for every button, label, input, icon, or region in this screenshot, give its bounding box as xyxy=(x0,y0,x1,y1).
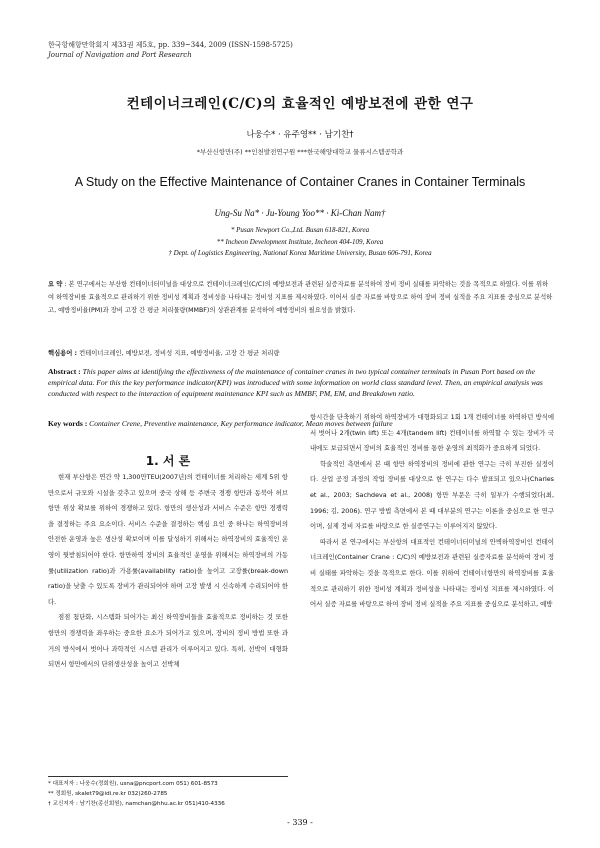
keywords-en-text: Container Crene, Preventive maintenance, Key performance indicator, Mean moves between failure xyxy=(89,419,393,428)
keywords-ko xyxy=(48,347,554,360)
body-column-left xyxy=(48,470,288,673)
body-paragraph: 점점 첨단화, 시스템화 되어가는 최신 하역장비들을 효율적으로 정비하는 것 또한 항만의 경쟁력을 좌우하는 중요한 요소가 되어가고 있으며, 장비의 정비 방법 또한 과거의 방식에서 벗어나 과학적인 시스템 관리가 이루어지고 있다. 특히, 선박이 대형화 되면서 항만에서의 단위생산성을 높이고 선박체 xyxy=(48,613,288,669)
abstract-en-label: Abstract : xyxy=(48,367,81,376)
abstract-ko xyxy=(48,278,554,317)
affiliations-en xyxy=(0,225,600,260)
journal-name-en: Journal of Navigation and Port Research xyxy=(48,51,192,59)
authors-en: Ung-Su Na* · Ju-Young Yoo** · Ki-Chan Nam† xyxy=(214,208,386,218)
body-paragraph: 현재 부산항은 연간 약 1,300만TEU(2007년)의 컨테이너를 처리하는 세계 5위 항만으로서 규모와 시설을 갖추고 있으며 중국 상해 등 주변국 경쟁 항만과 동북아 허브 항만 위상 확보를 위하여 경쟁하고 있다. 항만의 생산성과 서비스 수준은 항만 경쟁력을 결정하는 주요 요소이다. 서비스 수준을 결정하는 핵심 요인 중 하나는 하역장비의 안전한 운영과 높은 생산성 확보이며 이를 달성하기 위해서는 하역장비의 효율적인 운영이 뒷받침되어야 한다. 항만하역 장비의 효율적인 운영을 위해서는 하역장비의 가동률(utilization ratio)과 가용률(availability ratio)을 높이고 고장률(break-down ratio)을 낮출 수 있도록 장비가 관리되어야 하며 고장 발생 시 신속하게 수리되어야 한다. xyxy=(48,473,288,606)
footnote-divider xyxy=(48,776,288,777)
keywords-ko-label: 핵심용어 : xyxy=(48,350,78,357)
affiliation-en-3: † Dept. of Logistics Engineering, National Korea Maritime University, Busan 606-791, Korea xyxy=(168,249,432,257)
abstract-en xyxy=(48,366,554,399)
abstract-ko-text: : 본 연구에서는 부산항 컨테이너터미널을 대상으로 컨테이너크레인(C/C)의 예방보전과 관련된 실증자료를 분석하여 장비 정비 실태를 파악하는 것을 목적으로 하였다. 이를 위하여 하역장비를 효율적으로 관리하기 위한 정비성 계획과 정비성을 나타내는 정비성 지표를 제시하였다. 이어서 실증 자료를 바탕으로 하여 장비 정비 실적을 주요 지표를 중심으로 분석하고, 예방정비율(PM)과 장비 고장 간 평균 처리물량(MMBF)의 상관관계를 분석하여 예방정비의 필요성을 밝혔다. xyxy=(48,281,553,314)
affiliation-en-1: * Pusan Newport Co.,Ltd. Busan 618-821, Korea xyxy=(230,226,370,234)
body-column-right xyxy=(310,410,554,613)
abstract-en-text: This paper aims at identifying the effectiveness of the maintenance of container cranes in two typical container terminals in Pusan Port based on the empirical data. For this the key performance indicator(KPI) was introduced with some information on world class standard level. Then, an empirical analysis was conducted with respect to the interaction of equipment maintenance KPI such as MMBF, PM, EM, and Breakdown ratio. xyxy=(48,367,543,398)
body-paragraph: 학술적인 측면에서 본 때 항만 하역장비의 정비에 관한 연구는 극히 부진한 실정이다. 산업 공정 과정의 작업 장비를 대상으로 한 연구는 다수 발표되고 있으나(Charles et al., 2003; Sachdeva et al., 2008) 항만 부문은 극히 일부가 수행되었다(최, 1996; 김, 2006). 연구 방법 측면에서 본 때 대부분의 연구는 이론을 중심으로 한 연구이며, 실제 정비 자료를 바탕으로 한 실증연구는 이루어지지 않았다. xyxy=(310,459,554,531)
section-title-introduction: 1. 서 론 xyxy=(145,454,191,468)
footnotes xyxy=(48,779,308,809)
paper-title-en: A Study on the Effective Maintenance of Container Cranes in Container Terminals xyxy=(74,175,526,189)
affiliations-ko: *부산신항만(주) **인천발전연구원 ***한국해양대학교 물류시스템공학과 xyxy=(196,148,404,156)
footnote-contact-author: † 교신저자 : 남기찬(종신회원), namchan@hhu.ac.kr 051)410-4336 xyxy=(48,801,225,807)
page-number: - 339 - xyxy=(287,818,313,827)
journal-citation-ko: 한국항해항만학회지 제33권 제5호, pp. 339~344, 2009 (ISSN-1598-5725) xyxy=(48,41,293,49)
abstract-ko-label: 요 약 xyxy=(48,281,63,288)
keywords-ko-text: 컨테이너크레인, 예방보전, 정비성 지표, 예방정비율, 고장 간 평균 처리량 xyxy=(79,350,280,357)
affiliation-en-2: ** Incheon Development Institute, Incheon 404-109, Korea xyxy=(216,237,384,246)
body-paragraph: 따라서 본 연구에서는 부산항의 대표적인 컨테이너터미널의 안벽하역장비인 컨테이너크레인(Container Crane : C/C)의 예방보전과 관련된 실증자료를 분석하여 장비 정비 실태를 파악하는 것을 목적으로 한다. 이를 위하여 컨테이너항만의 하역장비를 효율적으로 관리하기 위한 정비성 계획과 정비성을 나타내는 정비성 지표를 제시하였다. 이어서 실증 자료를 바탕으로 하여 장비 정비 실적을 주요 지표를 중심으로 분석하고, 예방 xyxy=(310,537,554,609)
paper-title-ko: 컨테이너크레인(C/C)의 효율적인 예방보전에 관한 연구 xyxy=(126,96,474,112)
body-paragraph: 항시간을 단축하기 위하여 하역장비가 대형화되고 1회 1개 컨테이너를 하역하던 방식에서 벗어나 2개(twin lift) 또는 4개(tandem lift) 컨테이너를 하역할 수 있는 장비가 국내에도 보급되면서 장비의 효율적인 정비를 통한 운영의 최적화가 중요하게 되었다. xyxy=(310,413,554,453)
journal-header xyxy=(48,40,293,60)
authors-ko: 나웅수* · 유주영** · 남기찬† xyxy=(246,130,354,140)
footnote-corresponding-author: * 대표저자 : 나웅수(정회원), usna@pncport.com 051) 601-8573 xyxy=(48,781,218,787)
keywords-en-label: Key words : xyxy=(48,419,88,428)
footnote-member: ** 정회원, skalet79@idi.re.kr 032)260-2785 xyxy=(48,791,168,797)
